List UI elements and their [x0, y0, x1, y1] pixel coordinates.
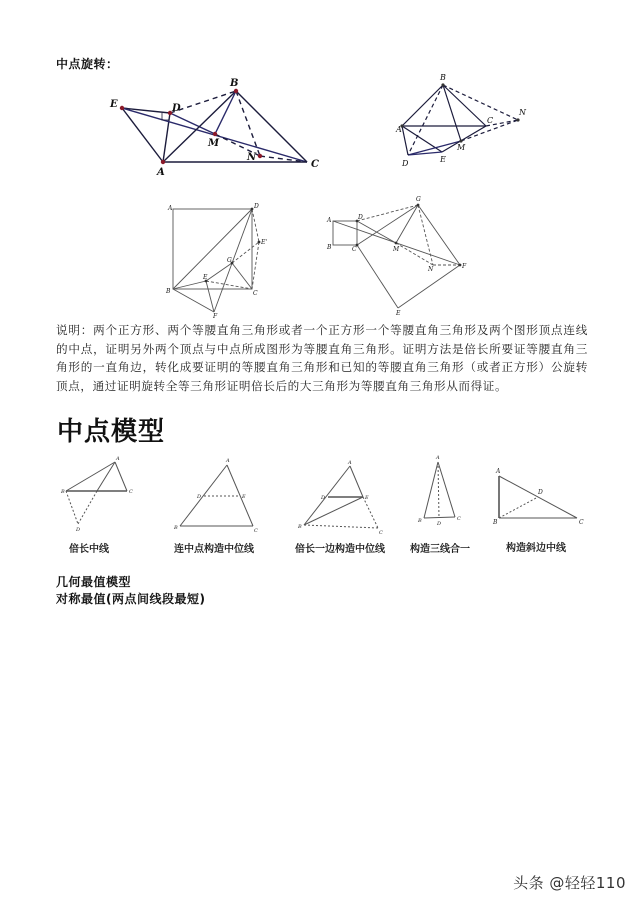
label-D: D — [437, 521, 442, 527]
label-N: N — [519, 108, 526, 117]
label-A: A — [348, 460, 352, 466]
label-F: F — [462, 263, 467, 270]
label-D: D — [254, 203, 259, 210]
label-D: D — [172, 103, 181, 114]
label-C: C — [254, 528, 258, 534]
label-E: E — [242, 494, 246, 500]
figure-1 — [120, 89, 307, 164]
label-B: B — [298, 524, 302, 530]
label-F: F — [213, 313, 218, 320]
label-A: A — [436, 455, 440, 461]
label-B: B — [61, 489, 65, 495]
label-C: C — [379, 530, 383, 536]
caption-model-4: 构造三线合一 — [410, 544, 470, 555]
label-D: D — [197, 494, 202, 500]
label-A: A — [226, 458, 230, 464]
label-B: B — [230, 78, 239, 89]
label-B: B — [440, 73, 446, 82]
caption-model-3: 倍长一边构造中位线 — [295, 544, 385, 555]
label-G: G — [416, 196, 421, 203]
label-B: B — [166, 288, 171, 295]
watermark: 头条 @轻轻110 — [513, 874, 626, 892]
label-A: A — [327, 217, 332, 224]
label-B: B — [327, 244, 332, 251]
label-C: C — [311, 159, 319, 170]
label-E: E — [440, 155, 446, 164]
label-A: A — [396, 125, 402, 134]
label-D: D — [76, 527, 81, 533]
label-G: G — [227, 257, 232, 264]
section-heading-geometry-extremum: 几何最值模型 — [56, 575, 132, 589]
label-C: C — [253, 290, 258, 297]
label-D: D — [402, 159, 409, 168]
label-C: C — [579, 519, 584, 526]
label-E-prime: E' — [261, 239, 268, 246]
label-D: D — [538, 489, 543, 496]
label-A: A — [168, 205, 173, 212]
label-E: E — [203, 274, 208, 281]
label-C: C — [457, 516, 461, 522]
label-C: C — [487, 116, 494, 125]
section-heading-midpoint-rotation: 中点旋转： — [56, 57, 119, 71]
section-title-midpoint-model: 中点模型 — [57, 417, 166, 447]
label-B: B — [174, 525, 178, 531]
label-E: E — [365, 495, 369, 501]
caption-model-1: 倍长中线 — [69, 544, 109, 555]
label-M: M — [208, 138, 220, 149]
label-D: D — [358, 214, 363, 221]
subheading-symmetry-extremum: 对称最值(两点间线段最短) — [56, 592, 206, 606]
label-A: A — [157, 167, 165, 178]
label-C: C — [129, 489, 133, 495]
caption-model-5: 构造斜边中线 — [506, 543, 566, 554]
label-D: D — [321, 495, 326, 501]
label-A: A — [496, 468, 501, 475]
label-C: C — [352, 246, 357, 253]
model-figure-4 — [424, 462, 455, 518]
label-E: E — [396, 310, 401, 317]
label-M: M — [457, 143, 466, 152]
explanation-paragraph: 说明：两个正方形、两个等腰直角三角形或者一个正方形一个等腰直角三角形及两个图形顶点连线的中点，证明另外两个顶点与中点所成图形为等腰直角三角形。证明方法是倍长所要证等腰直角三角形的一直角边，转化成要证明的等腰直角三角形和已知的等腰直角三角形（或者正方形）公旋转顶点，通过证明旋转全等三角形证明倍长后的大三角形为等腰直角三角形从而得证。 — [56, 323, 588, 393]
model-figure-5 — [499, 476, 577, 518]
label-B: B — [493, 519, 498, 526]
label-E: E — [110, 99, 118, 110]
figure-4 — [333, 204, 461, 308]
label-M: M — [393, 246, 400, 253]
label-N: N — [428, 266, 434, 273]
label-A: A — [116, 456, 120, 462]
model-figure-1 — [66, 462, 127, 524]
figure-3 — [173, 208, 260, 312]
label-N: N — [247, 152, 257, 163]
label-B: B — [418, 518, 422, 524]
caption-model-2: 连中点构造中位线 — [174, 544, 254, 555]
